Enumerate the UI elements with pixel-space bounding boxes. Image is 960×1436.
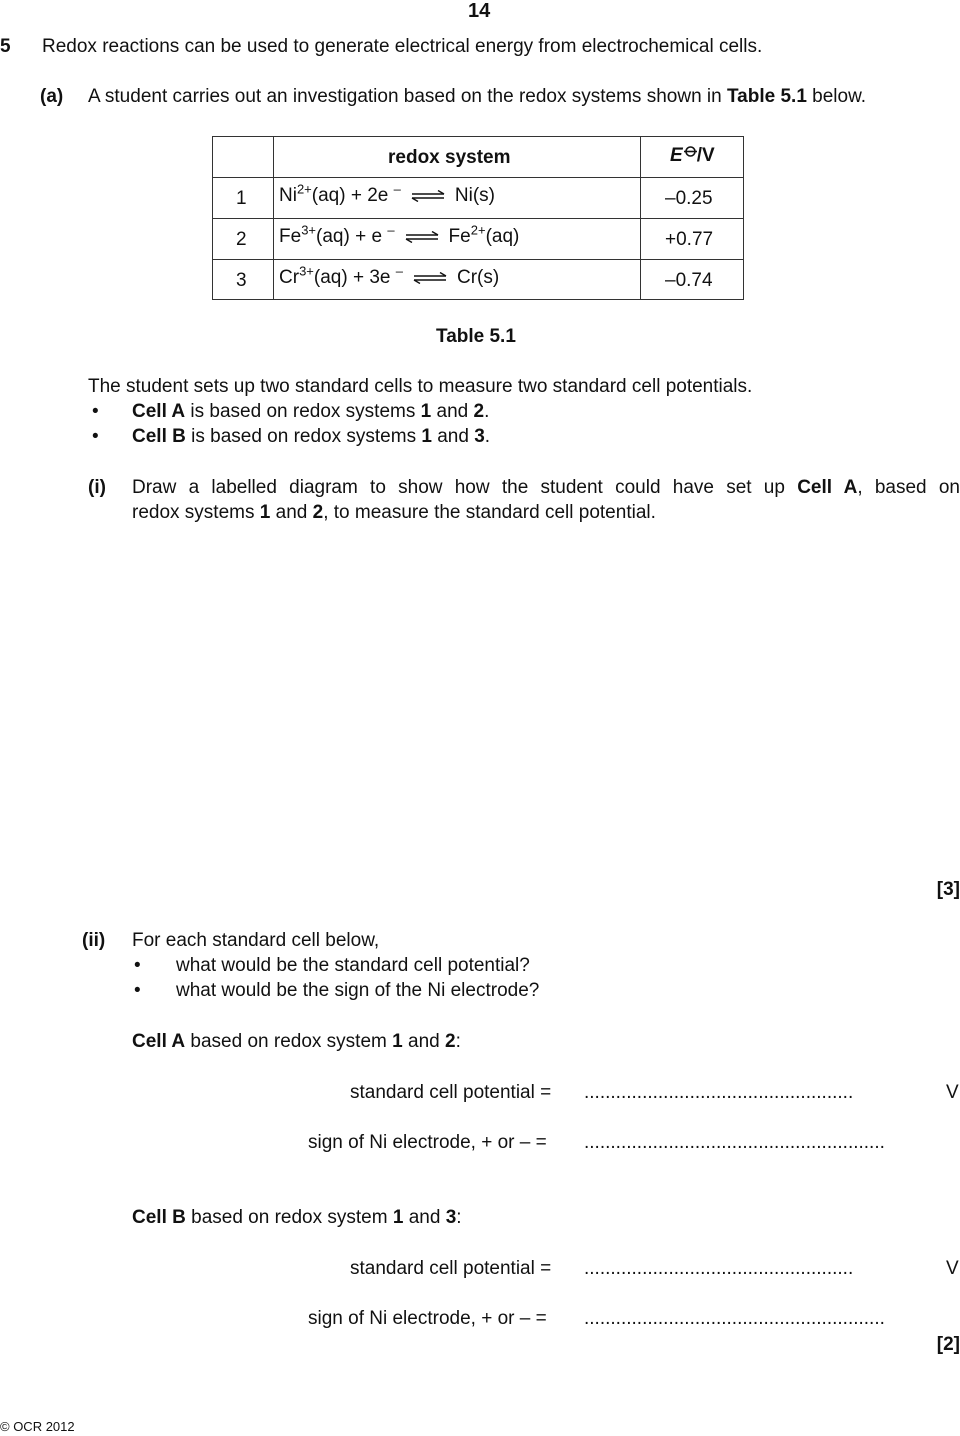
table-reference: Table 5.1 (726, 86, 807, 107)
bullet-text: is based on redox systems (185, 426, 422, 447)
cell-name: Cell A (797, 477, 858, 498)
bullet-icon: • (92, 426, 99, 447)
oxidised-species: Cr (279, 267, 300, 288)
system-number: 3 (445, 1207, 457, 1228)
e-symbol: E (670, 145, 683, 166)
table-divider (213, 177, 743, 178)
cell-name: Cell B (132, 426, 186, 447)
row-number: 2 (236, 229, 247, 250)
standard-state-icon (684, 145, 697, 158)
setup-text: The student sets up two standard cells to measure two standard cell potentials. (88, 376, 753, 397)
page-number: 14 (468, 0, 491, 22)
cell-heading-text: and (402, 1031, 445, 1052)
part-ii-intro: For each standard cell below, (132, 930, 380, 951)
system-number: 2 (473, 401, 485, 422)
table-divider (213, 218, 743, 219)
cell-a-unit: V (946, 1082, 959, 1103)
cell-b-unit: V (946, 1258, 959, 1279)
part-i-line-1 (132, 477, 960, 499)
equation-right: (aq) (485, 226, 520, 247)
cell-b-potential-answer[interactable]: ................................................... (584, 1258, 854, 1279)
bullet-icon: • (134, 955, 141, 976)
row-number: 1 (236, 188, 247, 209)
equilibrium-arrow-icon (405, 231, 439, 243)
part-ii-bullet-2: what would be the sign of the Ni electrode? (176, 980, 540, 1001)
equilibrium-arrow-icon (413, 272, 447, 284)
equilibrium-arrow-icon (411, 190, 445, 202)
cell-name: Cell A (132, 1031, 186, 1052)
question-number: 5 (0, 36, 11, 57)
equation-left: (aq) + 2e (311, 185, 389, 206)
system-number: 2 (312, 502, 324, 523)
electrode-potential: +0.77 (665, 229, 714, 250)
bullet-text: and (431, 426, 475, 447)
part-a-text (88, 86, 866, 108)
bullet-text: . (484, 426, 491, 447)
part-a-text-before: A student carries out an investigation based on the redox systems shown in (88, 86, 727, 107)
e-unit: /V (696, 145, 715, 166)
electron-charge: – (395, 263, 403, 279)
system-number: 1 (392, 1207, 404, 1228)
part-i-text: redox systems (132, 502, 260, 523)
bullet-icon: • (92, 401, 99, 422)
part-i-text: Draw a labelled diagram to show how the student could have set up (132, 477, 798, 498)
electron-charge: – (387, 222, 395, 238)
question-intro: Redox reactions can be used to generate electrical energy from electrochemical cells. (42, 36, 763, 57)
cell-heading-text: based on redox system (185, 1031, 393, 1052)
copyright-footer: © OCR 2012 (0, 1419, 75, 1434)
cell-a-potential-answer[interactable]: ................................................... (584, 1082, 854, 1103)
part-ii-bullet-1: what would be the standard cell potential? (176, 955, 530, 976)
row-number: 3 (236, 270, 247, 291)
equation-left: (aq) + 3e (313, 267, 391, 288)
setup-bullet-cell-b (132, 426, 490, 448)
oxidised-species: Ni (279, 185, 297, 206)
half-equation (279, 222, 520, 248)
cell-heading-text: and (403, 1207, 446, 1228)
part-i-label: (i) (88, 477, 106, 498)
system-number: 3 (474, 426, 485, 447)
part-a-text-after: below. (806, 86, 867, 107)
cell-b-potential-label: standard cell potential = (350, 1258, 552, 1279)
reduced-species: Cr(s) (456, 267, 500, 288)
part-i-text: and (270, 502, 313, 523)
part-i-text: , to measure the standard cell potential. (323, 502, 656, 523)
cell-a-sign-answer[interactable]: ......................................................... (584, 1132, 885, 1153)
reduced-species: Fe (448, 226, 471, 247)
half-equation (279, 181, 495, 207)
charge: 2+ (296, 181, 312, 197)
cell-b-sign-answer[interactable]: ......................................................... (584, 1308, 885, 1329)
table-divider (213, 259, 743, 260)
half-equation (279, 263, 500, 289)
cell-heading-text: based on redox system (185, 1207, 393, 1228)
equation-left: (aq) + e (316, 226, 383, 247)
oxidised-species: Fe (279, 226, 302, 247)
cell-a-heading (132, 1031, 461, 1053)
setup-bullet-cell-a (132, 401, 489, 423)
part-i-line-2 (132, 502, 656, 524)
electron-charge: – (393, 181, 401, 197)
header-e-standard (670, 145, 715, 167)
system-number: 2 (444, 1031, 456, 1052)
cell-name: Cell A (132, 401, 186, 422)
part-i-marks: [3] (936, 879, 960, 900)
table-caption: Table 5.1 (436, 326, 516, 347)
bullet-text: . (484, 401, 490, 422)
redox-table (212, 136, 744, 300)
part-ii-marks: [2] (936, 1334, 960, 1355)
bullet-icon: • (134, 980, 141, 1001)
cell-name: Cell B (132, 1207, 186, 1228)
bullet-text: is based on redox systems (185, 401, 421, 422)
header-redox-system: redox system (388, 147, 511, 168)
cell-heading-text: : (455, 1031, 461, 1052)
system-number: 1 (420, 401, 432, 422)
charge: 3+ (299, 263, 314, 279)
reduced-species: Ni(s) (454, 185, 495, 206)
system-number: 1 (259, 502, 271, 523)
system-number: 1 (392, 1031, 403, 1052)
bullet-text: and (431, 401, 474, 422)
part-ii-label: (ii) (82, 930, 106, 951)
cell-a-potential-label: standard cell potential = (350, 1082, 552, 1103)
cell-b-heading (132, 1207, 462, 1229)
cell-b-sign-label: sign of Ni electrode, + or – = (308, 1308, 547, 1329)
part-a-label: (a) (40, 86, 64, 107)
electrode-potential: –0.25 (665, 188, 713, 209)
electrode-potential: –0.74 (665, 270, 713, 291)
cell-a-sign-label: sign of Ni electrode, + or – = (308, 1132, 547, 1153)
charge: 2+ (470, 222, 486, 238)
diagram-answer-area[interactable] (132, 540, 932, 870)
cell-heading-text: : (456, 1207, 462, 1228)
charge: 3+ (301, 222, 317, 238)
system-number: 1 (421, 426, 432, 447)
part-i-text: , based on (857, 477, 960, 498)
